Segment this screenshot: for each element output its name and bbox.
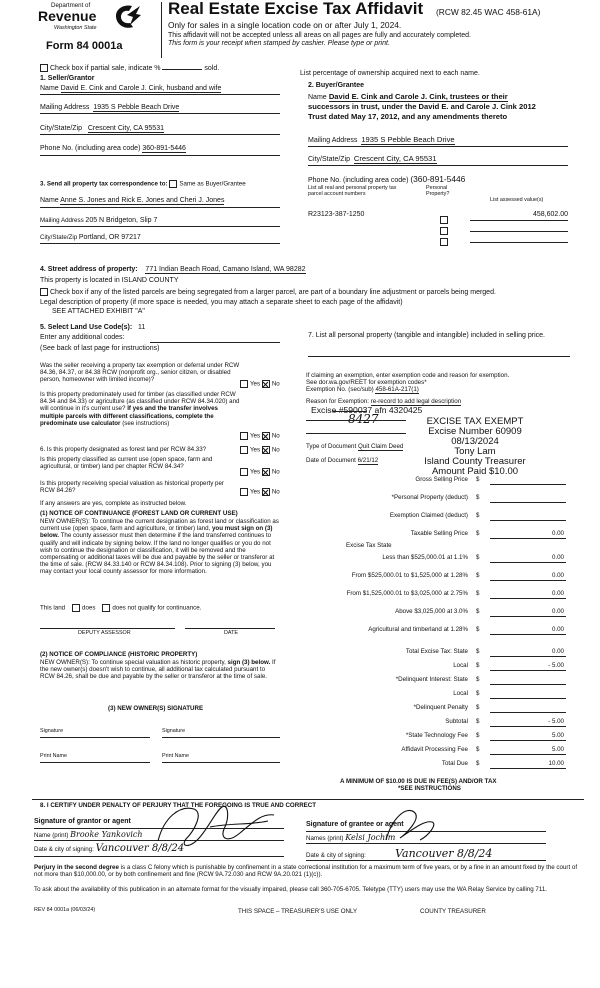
calc-row-value[interactable]: 5.00 bbox=[551, 732, 564, 739]
seller-name[interactable]: David E. Cink and Carole J. Cink, husband and wife bbox=[60, 85, 222, 92]
calc-row-value[interactable]: 0.00 bbox=[551, 572, 564, 579]
calc-row-currency: $ bbox=[476, 732, 480, 739]
correspondence-city[interactable]: Portland, OR 97217 bbox=[78, 234, 141, 241]
calc-row bbox=[300, 512, 570, 521]
calc-row bbox=[300, 530, 570, 539]
owner-signature-2-label: Signature bbox=[162, 728, 186, 734]
new-owner-signature-heading: (3) NEW OWNER(S) SIGNATURE bbox=[108, 705, 204, 712]
calc-row-currency: $ bbox=[476, 590, 480, 597]
question-historic: Is this property receiving special valuation as historical property per RCW 84.26? bbox=[40, 480, 224, 495]
seller-heading: 1. Seller/Grantor bbox=[40, 75, 95, 82]
buyer-name-line2[interactable]: successors in trust, under the David E. and Carole J. Cink 2012 bbox=[308, 102, 536, 112]
question-current-use: Is this property classified as current use (open space, farm and agricultural, or timber) land per chapter RCW 84.34? bbox=[40, 456, 213, 471]
compliance-heading: (2) NOTICE OF COMPLIANCE (HISTORIC PROPERTY) bbox=[40, 651, 198, 658]
form-rcw: (RCW 82.45 WAC 458-61A) bbox=[436, 7, 541, 17]
logo-line1: Department of bbox=[51, 2, 91, 9]
calc-row-currency: $ bbox=[476, 494, 480, 501]
calc-row-value[interactable]: 0.00 bbox=[551, 554, 564, 561]
calc-row bbox=[300, 590, 570, 599]
calc-row-label: Affidavit Processing Fee bbox=[401, 746, 468, 753]
calc-row bbox=[300, 494, 570, 503]
legal-exhibit: SEE ATTACHED EXHIBIT "A" bbox=[52, 308, 145, 315]
grantor-name[interactable]: Brooke Yankovich bbox=[70, 830, 143, 839]
personal-property-checkbox-3[interactable] bbox=[440, 233, 450, 251]
calc-row-label: Gross Selling Price bbox=[415, 476, 468, 483]
calc-row-currency: $ bbox=[476, 746, 480, 753]
calc-row bbox=[300, 572, 570, 581]
additional-codes: Enter any additional codes: bbox=[40, 334, 125, 341]
calc-row bbox=[300, 648, 570, 657]
seller-phone[interactable]: 360-891-5446 bbox=[142, 145, 186, 152]
grantor-signature[interactable] bbox=[150, 797, 290, 855]
compliance-body: NEW OWNER(S): To continue special valuation as historic property, sign (3) below. If the new owner(s) doesn't wish to continue, all additional tax calculated pursuant to RCW 84.26, shall be due and payable by the seller or transferor at the time of sale. bbox=[40, 659, 276, 681]
calc-row bbox=[300, 554, 570, 563]
calc-row-currency: $ bbox=[476, 662, 480, 669]
calc-row-currency: $ bbox=[476, 554, 480, 561]
grantee-date-row: Date & city of signing: Vancouver 8/8/24 bbox=[306, 847, 493, 860]
owner-signature-1-label: Signature bbox=[40, 728, 64, 734]
perjury-notice: Perjury in the second degree is a class C felony which is punishable by confinement in a state correctional institution for a maximum term of five years, or by a fine in an amount fixed by the court of not more than $10,000.00, or by both confinement and fine (RCW 9A.72.030 and RCW 9A.20.021 (1)(c)). bbox=[34, 864, 578, 879]
stamp-line6: Amount Paid $10.00 bbox=[431, 466, 519, 477]
calc-row-label: Subtotal bbox=[445, 718, 468, 725]
seller-name-row: Name David E. Cink and Carole J. Cink, husband and wife bbox=[40, 85, 222, 92]
calc-row-value[interactable]: - 5.00 bbox=[548, 662, 564, 669]
calc-row-currency: $ bbox=[476, 608, 480, 615]
calc-row-label: *Delinquent Penalty bbox=[413, 704, 468, 711]
calc-row-label: Above $3,025,000 at 3.0% bbox=[395, 608, 468, 615]
calc-row bbox=[300, 662, 570, 671]
seller-phone-row: Phone No. (including area code) 360-891-5446 bbox=[40, 145, 186, 152]
personal-property-col-header: Personal Property? bbox=[426, 185, 450, 198]
calc-row-label: Local bbox=[453, 662, 468, 669]
calc-row-currency: $ bbox=[476, 626, 480, 633]
calc-row-value[interactable]: - 5.00 bbox=[548, 718, 564, 725]
calc-row-label: *State Technology Fee bbox=[405, 732, 468, 739]
question-exemption-answer: Yes No bbox=[240, 380, 280, 388]
calc-row-currency: $ bbox=[476, 676, 480, 683]
buyer-city-row: City/State/Zip Crescent City, CA 95531 bbox=[308, 154, 437, 163]
buyer-name-line3[interactable]: Trust dated May 17, 2012, and any amendments thereto bbox=[308, 112, 508, 122]
stamp-line1: EXCISE TAX EXEMPT bbox=[426, 416, 524, 427]
buyer-heading: 2. Buyer/Grantee bbox=[308, 82, 365, 89]
calc-row-currency: $ bbox=[476, 690, 480, 697]
exemption-reason-row: Reason for Exemption: re-record to add legal description bbox=[306, 398, 462, 405]
question-exemption: Was the seller receiving a property tax exemption or deferral under RCW 84.36, 84.37, or 84.38 RCW (nonprofit org., senior citizen, or disabled person, homeowner with limited income)? bbox=[40, 362, 240, 384]
calc-row bbox=[300, 732, 570, 741]
calc-row-currency: $ bbox=[476, 512, 480, 519]
owner-print-1-label: Print Name bbox=[40, 753, 67, 759]
buyer-name-line1[interactable]: David E. Cink and Carole J. Cink, trustees or their bbox=[328, 92, 508, 101]
excise-reference: Excise #590037 afn 4320425 bbox=[311, 405, 423, 415]
property-address-row: 4. Street address of property: 771 Indian Beach Road, Camano Island, WA 98282 bbox=[40, 266, 306, 273]
grantee-name[interactable]: Kelsi Jochim bbox=[345, 833, 396, 842]
header-note-2: This affidavit will not be accepted unless all areas on all pages are fully and accurately completed. bbox=[168, 32, 471, 39]
does-not-qualify-checkbox[interactable] bbox=[102, 604, 110, 612]
stamp-line2: Excise Number 60909 bbox=[428, 426, 522, 437]
minimum-due-note: A MINIMUM OF $10.00 IS DUE IN FEE(S) AND/OR TAX bbox=[340, 778, 497, 785]
correspondence-mailing-row: Mailing Address 205 N Bridgeton, Slip 7 bbox=[40, 217, 158, 224]
continuance-body: NEW OWNER(S): To continue the current designation as forest land or classification as current use (open space, farm and agriculture, or timber) land, you must sign on (3) below. The county assessor must then determine if the land transferred continues to qualify and will indicate by signing below. If the land no longer qualifies or you do not wish to continue the designation or classification, it will be removed and the compensating or additional taxes will be due and payable by the seller or transferor at the time of sale. (RCW 84.33.140 or RCW 84.34.108). Prior to signing (3) below, you may contact your local county assessor for more information. bbox=[40, 518, 279, 576]
calc-row bbox=[300, 718, 570, 727]
grantor-signature-label: Signature of grantor or agent bbox=[34, 818, 131, 825]
question-timber-answer: Yes No bbox=[240, 432, 280, 440]
calc-row-currency: $ bbox=[476, 648, 480, 655]
property-address[interactable]: 771 Indian Beach Road, Camano Island, WA 98282 bbox=[145, 266, 306, 273]
treasurer-use-label: THIS SPACE – TREASURER'S USE ONLY bbox=[238, 908, 358, 915]
question-current-use-answer: Yes No bbox=[240, 468, 280, 476]
partial-sale: Check box if partial sale, indicate % sold. bbox=[40, 64, 219, 73]
buyer-city[interactable]: Crescent City, CA 95531 bbox=[353, 154, 437, 163]
exemption-number-row: Exemption No. (sec/sub) 458-61A-217(1) bbox=[306, 386, 419, 393]
deputy-assessor-label: DEPUTY ASSESSOR bbox=[78, 630, 131, 636]
personal-property-heading: 7. List all personal property (tangible and intangible) included in selling price. bbox=[308, 332, 545, 339]
calc-row bbox=[300, 626, 570, 635]
doc-date[interactable]: 6/21/12 bbox=[357, 457, 379, 464]
exemption-line2: See dor.wa.gov/REET for exemption codes* bbox=[306, 379, 427, 386]
grantee-signature[interactable] bbox=[376, 800, 446, 850]
assessed-value-col-header: List assessed value(s) bbox=[490, 197, 544, 203]
correspondence-city-row: City/State/Zip Portland, OR 97217 bbox=[40, 234, 141, 241]
calc-row-currency: $ bbox=[476, 572, 480, 579]
calc-row-currency: $ bbox=[476, 760, 480, 767]
form-revision: REV 84 0001a (06/03/24) bbox=[34, 907, 96, 913]
calc-row bbox=[300, 476, 570, 485]
calc-row bbox=[300, 676, 570, 685]
calc-row-label: Total Due bbox=[441, 760, 468, 767]
grantee-name-row: Names (print) Kelsi Jochim bbox=[306, 833, 396, 842]
buyer-mailing-row: Mailing Address 1935 S Pebble Beach Drive bbox=[308, 135, 455, 144]
seller-city[interactable]: Crescent City, CA 95531 bbox=[87, 125, 164, 132]
calc-row-value[interactable]: 0.00 bbox=[551, 648, 564, 655]
doc-date-row: Date of Document 6/21/12 bbox=[306, 457, 379, 464]
continuance-heading: (1) NOTICE OF CONTINUANCE (FOREST LAND OR CURRENT USE) bbox=[40, 510, 238, 517]
calc-row-label: Local bbox=[453, 690, 468, 697]
certify-heading: 8. I CERTIFY UNDER PENALTY OF PERJURY THAT THE FOREGOING IS TRUE AND CORRECT bbox=[40, 802, 317, 809]
calc-row bbox=[300, 760, 570, 769]
stamp-line3: 08/13/2024 bbox=[451, 436, 499, 447]
ownership-note: List percentage of ownership acquired next to each name. bbox=[300, 70, 480, 77]
exemption-number[interactable]: 458-61A-217(1) bbox=[375, 386, 419, 393]
calc-row-value[interactable]: 10.00 bbox=[548, 760, 564, 767]
seller-mailing[interactable]: 1935 S Pebble Beach Drive bbox=[93, 104, 180, 111]
question-forest: 6. Is this property designated as forest land per RCW 84.33? bbox=[40, 446, 207, 453]
doc-type-row: Type of Document Quit Claim Deed bbox=[306, 443, 404, 450]
stamp-line4: Tony Lam bbox=[454, 446, 496, 457]
correspondence-mailing[interactable]: 205 N Bridgeton, Slip 7 bbox=[85, 217, 158, 224]
legal-description-label: Legal description of property (if more space is needed, you may attach a separate sheet to each page of the affidavit) bbox=[40, 299, 403, 306]
land-use-code[interactable]: 11 bbox=[138, 324, 146, 331]
county-treasurer-label: COUNTY TREASURER bbox=[420, 908, 486, 915]
calc-row-currency: $ bbox=[476, 718, 480, 725]
calc-row-label: Total Excise Tax: State bbox=[405, 648, 468, 655]
deputy-date-label: DATE bbox=[224, 630, 238, 636]
continuance-qualify: This land does does not qualify for continuance. bbox=[40, 604, 202, 612]
if-yes-note: If any answers are yes, complete as instructed below. bbox=[40, 500, 187, 507]
seller-city-row: City/State/Zip Crescent City, CA 95531 bbox=[40, 125, 164, 132]
calc-row-value[interactable]: 0.00 bbox=[551, 608, 564, 615]
grantee-date-city[interactable]: Vancouver 8/8/24 bbox=[395, 847, 493, 860]
correspondence-name-row: Name Anne S. Jones and Rick E. Jones and Cheri J. Jones bbox=[40, 197, 225, 204]
land-use-row: 5. Select Land Use Code(s): 11 bbox=[40, 324, 146, 331]
form-title: Real Estate Excise Tax Affidavit bbox=[168, 0, 424, 18]
parcel-number: R23123-387-1250 bbox=[308, 211, 365, 218]
availability-notice: To ask about the availability of this publication in an alternate format for the visually impaired, please call 360-705-6705. Teletype (TTY) users may use the WA Relay Service by calling 711. bbox=[34, 886, 548, 893]
segregated-row: Check box if any of the listed parcels are being segregated from a larger parcel, are part of a boundary line adjustment or parcels being merged. bbox=[40, 288, 496, 297]
see-last-page: (See back of last page for instructions) bbox=[40, 345, 160, 352]
buyer-mailing[interactable]: 1935 S Pebble Beach Drive bbox=[361, 135, 455, 144]
exemption-line1: If claiming an exemption, enter exemption code and reason for exemption. bbox=[306, 372, 510, 379]
question-forest-answer: Yes No bbox=[240, 446, 280, 454]
buyer-name-block: Name David E. Cink and Carole J. Cink, trustees or their successors in trust, under the David E. and Carole J. Cink 2012 Trust dated May 17, 2012, and any amendments thereto bbox=[308, 92, 598, 123]
calc-row-label: Taxable Selling Price bbox=[410, 530, 468, 537]
seller-mailing-row: Mailing Address 1935 S Pebble Beach Drive bbox=[40, 104, 180, 111]
calc-row bbox=[300, 608, 570, 617]
calc-row-label: Agricultural and timberland at 1.28% bbox=[368, 626, 468, 633]
treasurer-stamp bbox=[400, 417, 550, 477]
calc-row-currency: $ bbox=[476, 704, 480, 711]
parcel-assessed-value: 458,602.00 bbox=[532, 211, 568, 218]
handwritten-number: 8427 bbox=[348, 412, 379, 426]
same-as-buyer-checkbox[interactable] bbox=[169, 180, 177, 188]
parcel-col-header: List all real and personal property tax parcel account numbers bbox=[308, 185, 397, 198]
calc-row bbox=[300, 690, 570, 699]
grantee-signature-label: Signature of grantee or agent bbox=[306, 821, 404, 828]
segregated-checkbox[interactable] bbox=[40, 288, 48, 296]
partial-sale-checkbox[interactable] bbox=[40, 64, 48, 72]
calc-row-value[interactable]: 0.00 bbox=[551, 590, 564, 597]
question-timber: Is this property predominately used for timber (as classified under RCW 84.34 and 84.33) or agriculture (as classified under RCW 84.34.020) and will continue in it's current use? If yes and the transfer involves multiple parcels with different classifications, complete the predominate use calculator (see instructions) bbox=[40, 391, 240, 427]
grantor-date-row: Date & city of signing: Vancouver 8/8/24 bbox=[34, 843, 185, 854]
logo-line2: Revenue bbox=[38, 8, 97, 24]
excise-tax-state-label: Excise Tax State bbox=[346, 542, 392, 549]
buyer-phone[interactable]: (360-891-5446 bbox=[410, 174, 466, 184]
form-number: Form 84 0001a bbox=[46, 40, 123, 52]
county-line: This property is located in ISLAND COUNTY bbox=[40, 277, 179, 284]
calc-row bbox=[300, 746, 570, 755]
calc-row-label: Exemption Claimed (deduct) bbox=[389, 512, 468, 519]
header-note-1: Only for sales in a single location code on or after July 1, 2024. bbox=[168, 20, 402, 30]
calc-row-label: Less than $525,000.01 at 1.1% bbox=[382, 554, 468, 561]
calc-row-value[interactable]: 0.00 bbox=[551, 626, 564, 633]
grantor-name-row: Name (print) Brooke Yankovich bbox=[34, 830, 143, 839]
calc-row-label: *Delinquent Interest: State bbox=[395, 676, 468, 683]
logo-line3: Washington State bbox=[54, 25, 97, 31]
buyer-phone-row: Phone No. (including area code) (360-891-5446 bbox=[308, 174, 466, 184]
calc-row bbox=[300, 704, 570, 713]
owner-print-2-label: Print Name bbox=[162, 753, 189, 759]
correspondence-heading-row: 3. Send all property tax correspondence to: Same as Buyer/Grantee bbox=[40, 180, 246, 188]
header-note-3: This form is your receipt when stamped by cashier. Please type or print. bbox=[168, 40, 390, 47]
calc-row-label: *Personal Property (deduct) bbox=[391, 494, 468, 501]
grantor-date-city[interactable]: Vancouver 8/8/24 bbox=[95, 843, 185, 854]
exemption-reason[interactable]: re-record to add legal description bbox=[370, 398, 462, 405]
see-instructions-note: *SEE INSTRUCTIONS bbox=[398, 785, 461, 792]
doc-type[interactable]: Quit Claim Deed bbox=[357, 443, 404, 450]
calc-row-label: From $1,525,000.01 to $3,025,000 at 2.75% bbox=[346, 590, 468, 597]
calc-row-currency: $ bbox=[476, 530, 480, 537]
stamp-line5: Island County Treasurer bbox=[424, 456, 526, 467]
washington-wave-icon bbox=[113, 3, 143, 29]
question-historic-answer: Yes No bbox=[240, 488, 280, 496]
calc-row-value[interactable]: 0.00 bbox=[551, 530, 564, 537]
correspondence-name[interactable]: Anne S. Jones and Rick E. Jones and Cheri J. Jones bbox=[60, 197, 225, 204]
does-qualify-checkbox[interactable] bbox=[72, 604, 80, 612]
calc-row-currency: $ bbox=[476, 476, 480, 483]
calc-row-label: From $525,000.01 to $1,525,000 at 1.28% bbox=[351, 572, 468, 579]
calc-row-value[interactable]: 5.00 bbox=[551, 746, 564, 753]
